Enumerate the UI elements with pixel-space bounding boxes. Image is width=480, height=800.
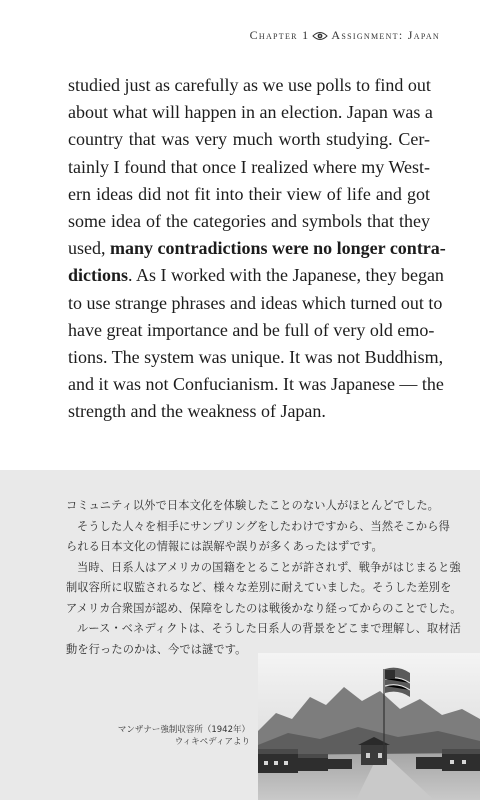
caption-source: ウィキペディアより	[174, 737, 250, 747]
text-line: country that was very much worth studying. Cer-	[68, 129, 430, 150]
text-line: have great importance and be full of very old emo-	[68, 319, 435, 340]
jp-line: 動を行ったのかは、今では謎です。	[66, 642, 247, 656]
jp-line: そうした人々を相手にサンプリングをしたわけですから、当然そこから得	[77, 519, 450, 533]
jp-line: 当時、日系人はアメリカの国籍をとることが許されず、戦争がはじまると強	[77, 560, 461, 574]
text-line: strength and the weakness of Japan.	[68, 401, 326, 422]
text-line: about what will happen in an election. Japan was a	[68, 102, 433, 123]
text-line: tainly I found that once I realized where my West-	[68, 156, 430, 177]
bold-phrase: many contradictions were no longer contra-	[110, 238, 446, 259]
photo-caption	[118, 724, 250, 748]
caption-title: マンザナー強制収容所（1942年）	[117, 725, 250, 735]
japanese-commentary	[66, 496, 462, 660]
text-fragment: . As I worked with the Japanese, they began	[128, 265, 444, 286]
jp-line: ルース・ベネディクトは、そうした日系人の背景をどこまで理解し、取材活	[77, 622, 462, 635]
jp-line: アメリカ合衆国が認め、保障をしたのは戦後かなり経ってからのことでした。	[66, 601, 462, 615]
text-line: some idea of the categories and symbols that they	[68, 211, 430, 232]
jp-line: コミュニティ以外で日本文化を体験したことのない人がほとんどでした。	[66, 499, 440, 512]
text-line	[68, 262, 444, 289]
internment-camp-photo	[258, 653, 480, 800]
jp-line: 制収容所に収監されるなど、様々な差別に耐えていました。そうした差別を	[66, 581, 452, 594]
text-line: studied just as carefully as we use polls to find out	[68, 75, 431, 95]
text-line: to use strange phrases and ideas which turned out to	[68, 292, 443, 313]
running-header	[250, 28, 440, 43]
eye-icon	[312, 31, 328, 41]
text-fragment: used,	[68, 238, 106, 259]
chapter-label: Chapter 1	[249, 28, 310, 42]
text-line	[68, 235, 446, 262]
english-body-text	[68, 72, 446, 426]
jp-line: られる日本文化の情報には誤解や誤りが多くあったはずです。	[66, 540, 383, 553]
text-line: and it was not Confucianism. It was Japanese — the	[68, 374, 444, 395]
text-line: ern ideas did not fit into their view of life and got	[68, 183, 430, 204]
section-label: Assignment: Japan	[331, 28, 440, 42]
text-line: tions. The system was unique. It was not Buddhism,	[68, 347, 444, 368]
bold-phrase: dictions	[68, 265, 129, 286]
